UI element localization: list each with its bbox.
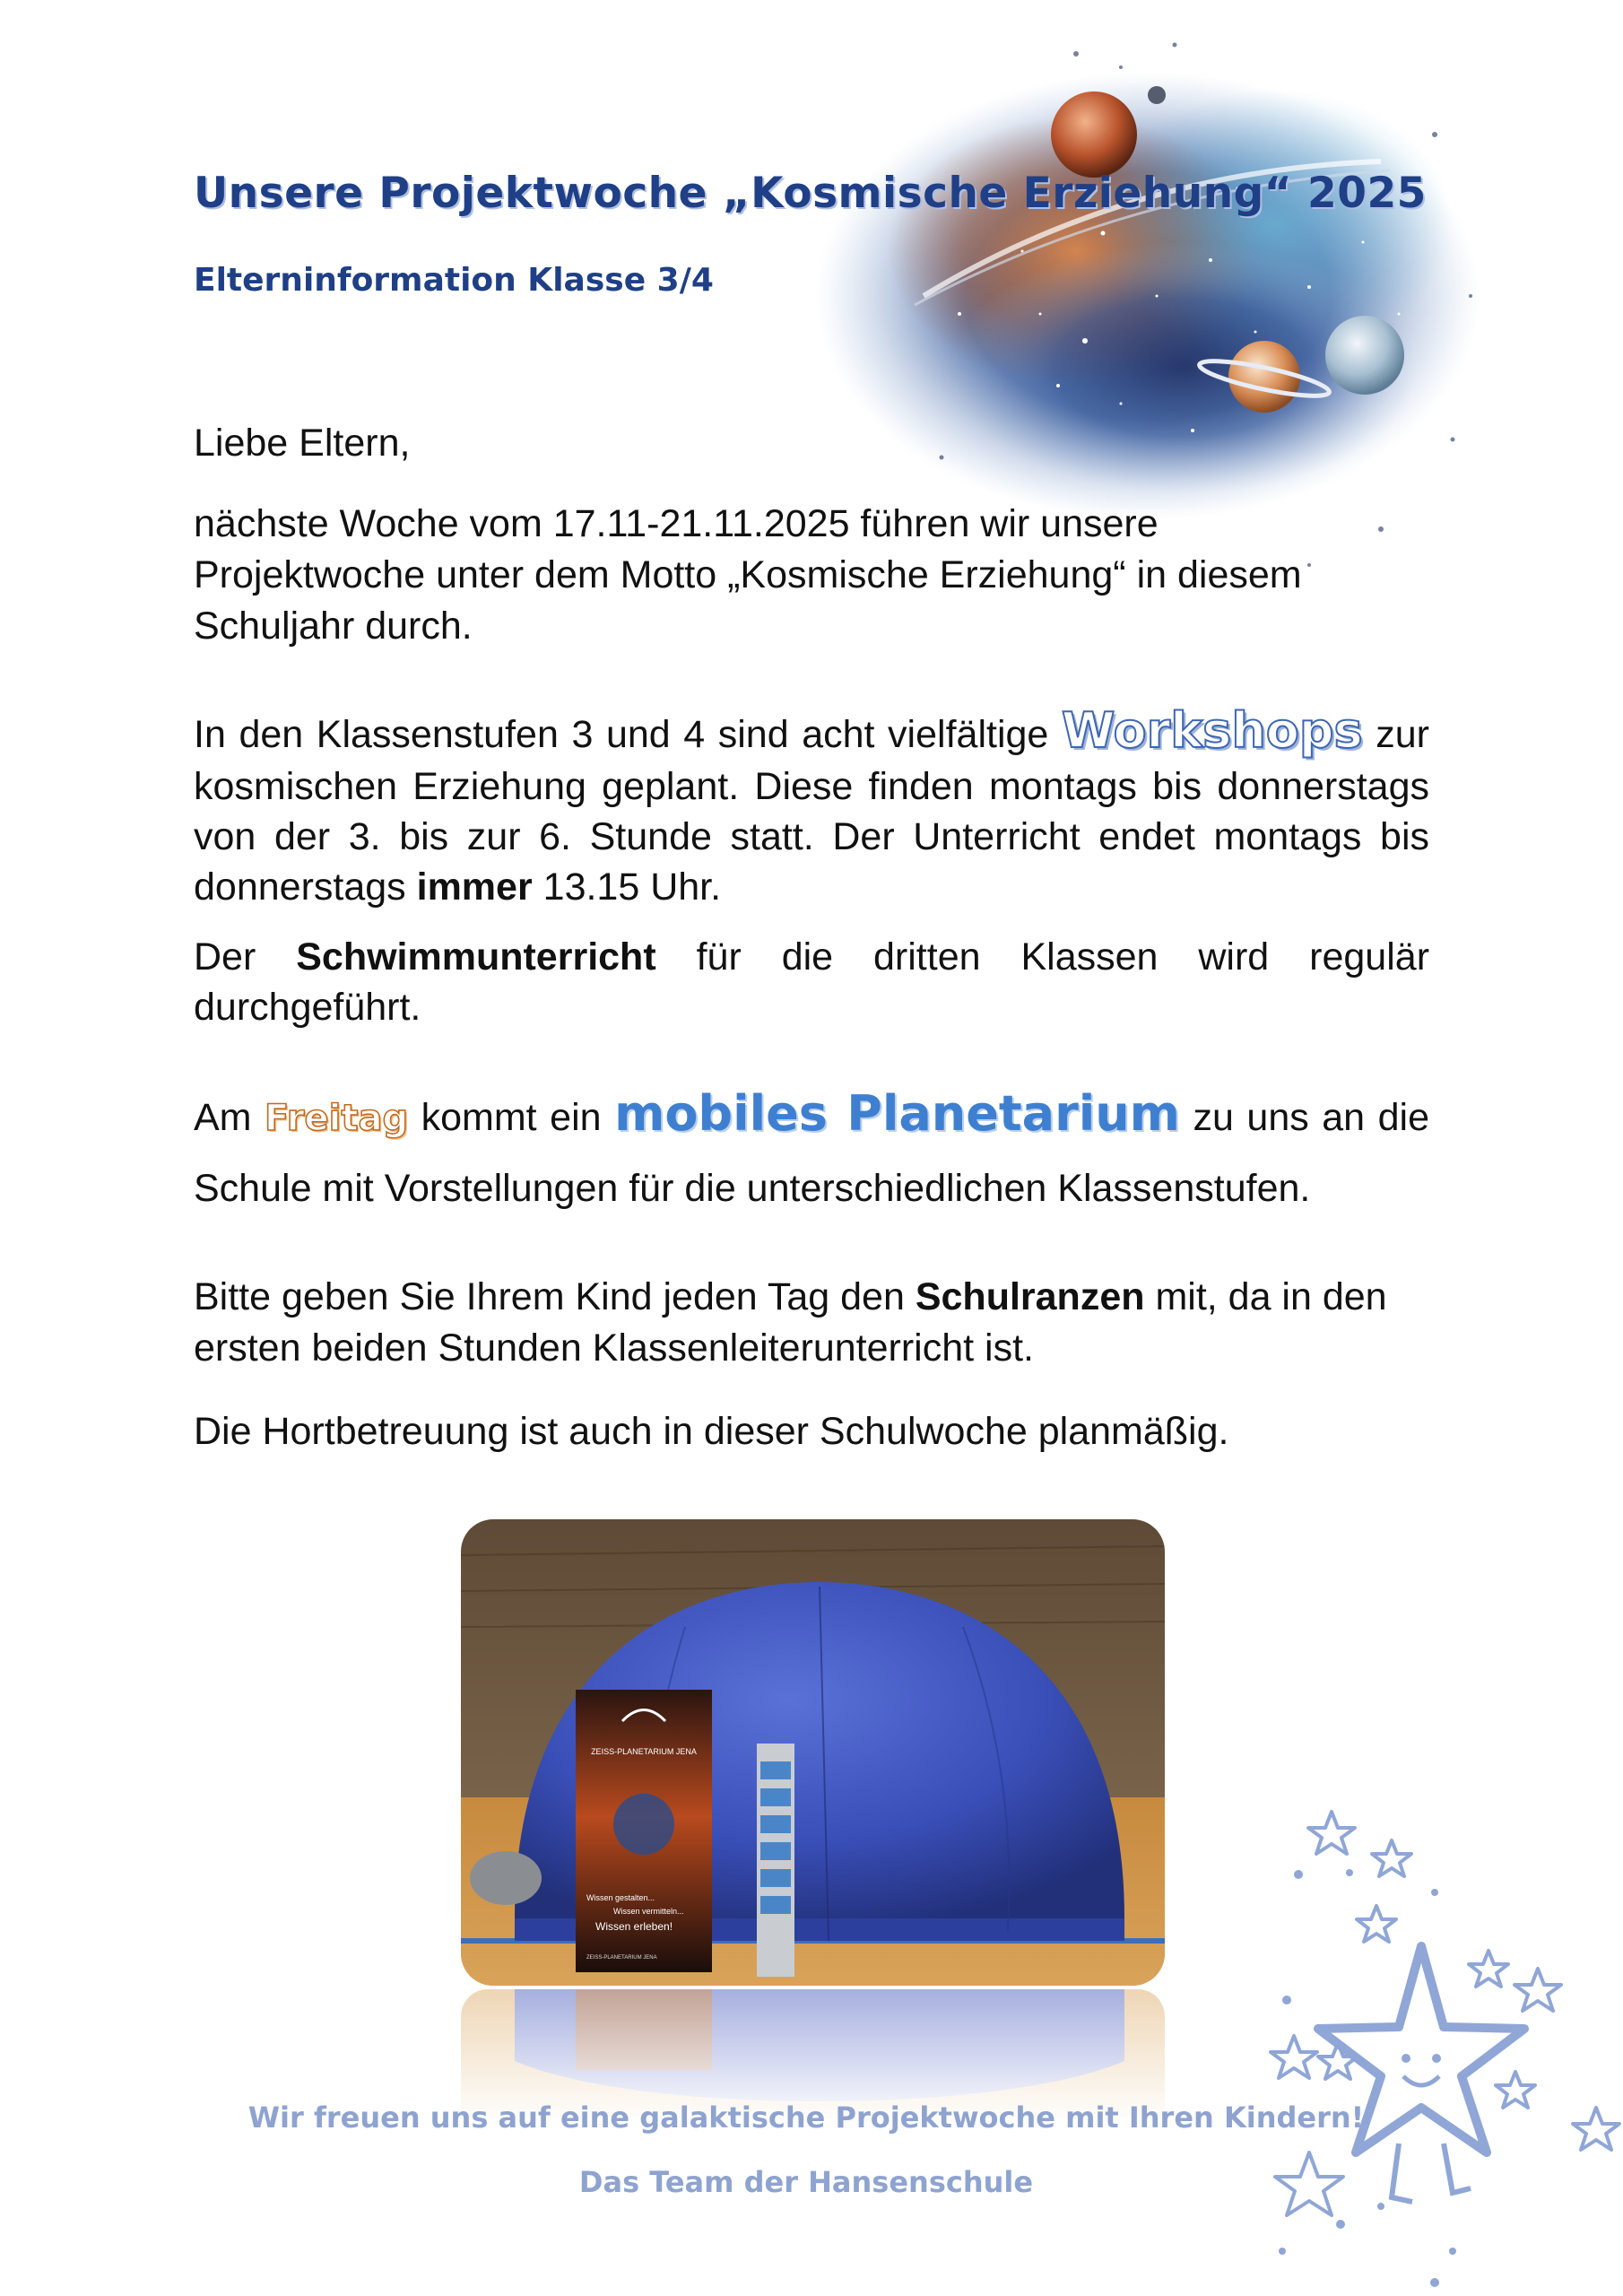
star-icon (1372, 1840, 1411, 1876)
bold-schulranzen: Schulranzen (915, 1275, 1145, 1318)
page-title: Unsere Projektwoche „Kosmische Erziehung“ 2025 (194, 169, 1427, 218)
page-subtitle: Elterninformation Klasse 3/4 (194, 262, 714, 299)
star-icon (1573, 2108, 1619, 2150)
star-icon (1308, 1812, 1355, 1854)
closing-line: Wir freuen uns auf eine galaktische Projektwoche mit Ihren Kindern! (247, 2100, 1365, 2135)
smiling-star-icon (1318, 1946, 1524, 2152)
star-icon (1275, 2152, 1343, 2215)
banner-line-1: Wissen gestalten... (586, 1893, 655, 1902)
bold-schwimmunterricht: Schwimmunterricht (296, 935, 656, 978)
highlight-freitag: Freitag (265, 1098, 409, 1139)
paragraph-swimming: Der Schwimmunterricht für die dritten Klassen wird regulär durchgeführt. (194, 935, 1430, 1029)
paragraph-schoolbag: Bitte geben Sie Ihrem Kind jeden Tag den Schulranzen mit, da in den ersten beiden Stunden Klassenleiterunterricht ist. (194, 1275, 1387, 1370)
paragraph-project-week: nächste Woche vom 17.11-21.11.2025 führen wir unsere Projektwoche unter dem Motto „Kosmische Erziehung“ in diesem Schuljahr durch. (194, 502, 1302, 648)
highlight-workshops: Workshops (1061, 702, 1363, 759)
banner-line-3: Wissen erleben! (595, 1920, 673, 1933)
star-icon (1496, 2072, 1535, 2108)
planetarium-photo (461, 1519, 1165, 1986)
star-icon (1469, 1951, 1508, 1987)
banner-line-2: Wissen vermitteln... (613, 1907, 684, 1916)
star-icon (1515, 1969, 1561, 2011)
greeting: Liebe Eltern, (194, 422, 411, 465)
signature: Das Team der Hansenschule (578, 2165, 1034, 2199)
highlight-mobiles-planetarium: mobiles Planetarium (614, 1085, 1180, 1142)
star-icon (1357, 1906, 1396, 1942)
banner-footer: ZEISS-PLANETARIUM JENA (586, 1955, 657, 1961)
star-icon (1271, 2036, 1317, 2078)
banner-title: ZEISS-PLANETARIUM JENA (591, 1747, 697, 1756)
bold-immer: immer (416, 865, 533, 909)
paragraph-planetarium: Am Freitag kommt ein mobiles Planetarium zu uns an die Schule mit Vorstellungen für die unterschiedlichen Klassenstufen. (194, 1085, 1429, 1210)
paragraph-workshops: In den Klassenstufen 3 und 4 sind acht vielfältige Workshops zur kosmischen Erziehung geplant. Diese finden montags bis donnerstags von der 3. bis zur 6. Stunde statt. Der Unterricht endet montags bis donnerstags immer 13.15 Uhr. (194, 702, 1429, 909)
paragraph-hort: Die Hortbetreuung ist auch in dieser Schulwoche planmäßig. (194, 1410, 1229, 1453)
stars-decoration (1184, 1785, 1623, 2296)
